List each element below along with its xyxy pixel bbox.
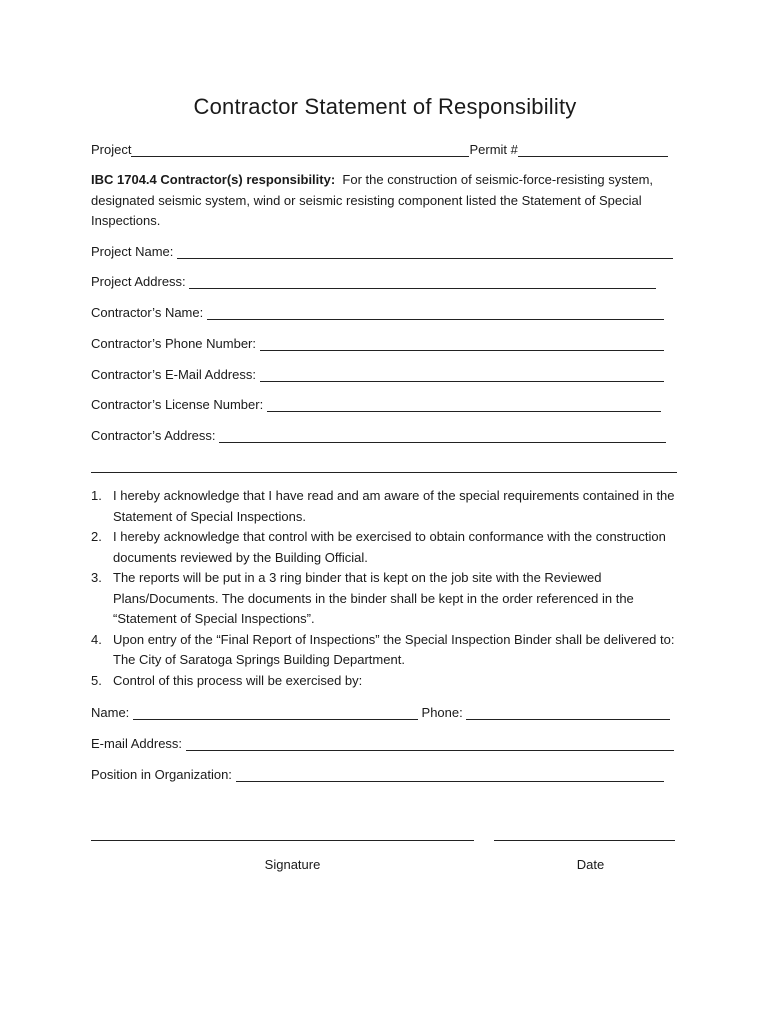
project-field[interactable] (131, 142, 469, 157)
list-number: 1. (91, 488, 102, 503)
project-address-row (91, 271, 656, 289)
list-item-text: Control of this process will be exercised by: (113, 672, 363, 688)
list-number: 5. (91, 672, 102, 688)
list-number: 3. (91, 570, 102, 585)
control-email-field[interactable] (186, 736, 674, 751)
signature-field[interactable] (91, 840, 474, 841)
control-name-field[interactable] (133, 705, 418, 720)
responsibility-list (91, 486, 683, 691)
project-name-row (91, 241, 673, 259)
contractor-name-row (91, 302, 664, 320)
project-permit-row (91, 139, 668, 157)
list-item-text: I hereby acknowledge that control with be exercised to obtain conformance with the construction documents reviewed by the Building Official. (113, 529, 666, 565)
project-address-field[interactable] (189, 274, 656, 289)
date-field[interactable] (494, 840, 675, 841)
contractor-email-label: Contractor’s E-Mail Address: (91, 367, 260, 382)
intro-text: For the construction of seismic-force-resisting system, designated seismic system, wind or seismic resisting component listed the Statement of Special Inspections. (91, 172, 657, 228)
control-phone-label: Phone: (417, 705, 467, 720)
signature-label: Signature (264, 857, 321, 872)
contractor-address-row (91, 425, 666, 443)
control-email-label: E-mail Address: (91, 736, 186, 751)
list-item (91, 630, 683, 671)
contractor-phone-field[interactable] (260, 336, 664, 351)
permit-field[interactable] (518, 142, 668, 157)
list-item (91, 568, 683, 630)
control-name-label: Name: (91, 705, 133, 720)
contractor-email-field[interactable] (260, 367, 664, 382)
list-item-text: The reports will be put in a 3 ring binder that is kept on the job site with the Reviewed Plans/Documents. The documents in the binder shall be kept in the order referenced in the “Statement of Special Inspections”. (113, 570, 634, 626)
control-position-field[interactable] (236, 767, 664, 782)
contractor-address-field[interactable] (219, 428, 666, 443)
contractor-license-row (91, 394, 661, 412)
list-item (91, 527, 683, 568)
contractor-phone-row (91, 333, 664, 351)
control-phone-field[interactable] (466, 705, 670, 720)
page-title: Contractor Statement of Responsibility (193, 94, 577, 119)
contractor-license-label: Contractor’s License Number: (91, 397, 267, 412)
intro-paragraph (91, 170, 681, 232)
contractor-address-label: Contractor’s Address: (91, 428, 220, 443)
control-position-label: Position in Organization: (91, 767, 236, 782)
project-address-label: Project Address: (91, 274, 190, 289)
contractor-license-field[interactable] (267, 397, 661, 412)
contractor-address-line-2[interactable] (91, 472, 677, 473)
intro-heading: IBC 1704.4 Contractor(s) responsibility: (91, 172, 336, 187)
contractor-name-field[interactable] (207, 305, 664, 320)
control-email-row (91, 733, 674, 751)
date-label: Date (576, 857, 605, 872)
list-item (91, 486, 683, 527)
list-item-text: Upon entry of the “Final Report of Inspections” the Special Inspection Binder shall be delivered to: The City of Saratoga Springs Building Department. (113, 631, 675, 667)
contractor-name-label: Contractor’s Name: (91, 305, 207, 320)
project-label: Project (91, 142, 132, 157)
control-position-row (91, 764, 664, 782)
list-item-text: I hereby acknowledge that I have read and am aware of the special requirements contained in the Statement of Special Inspections. (113, 488, 675, 524)
control-name-row (91, 702, 670, 720)
project-name-field[interactable] (177, 244, 673, 259)
contractor-phone-label: Contractor’s Phone Number: (91, 336, 260, 351)
contractor-email-row (91, 364, 664, 382)
list-number: 2. (91, 529, 102, 544)
list-item (91, 671, 683, 692)
permit-label: Permit # (469, 142, 518, 157)
project-name-label: Project Name: (91, 244, 177, 259)
list-number: 4. (91, 631, 102, 647)
